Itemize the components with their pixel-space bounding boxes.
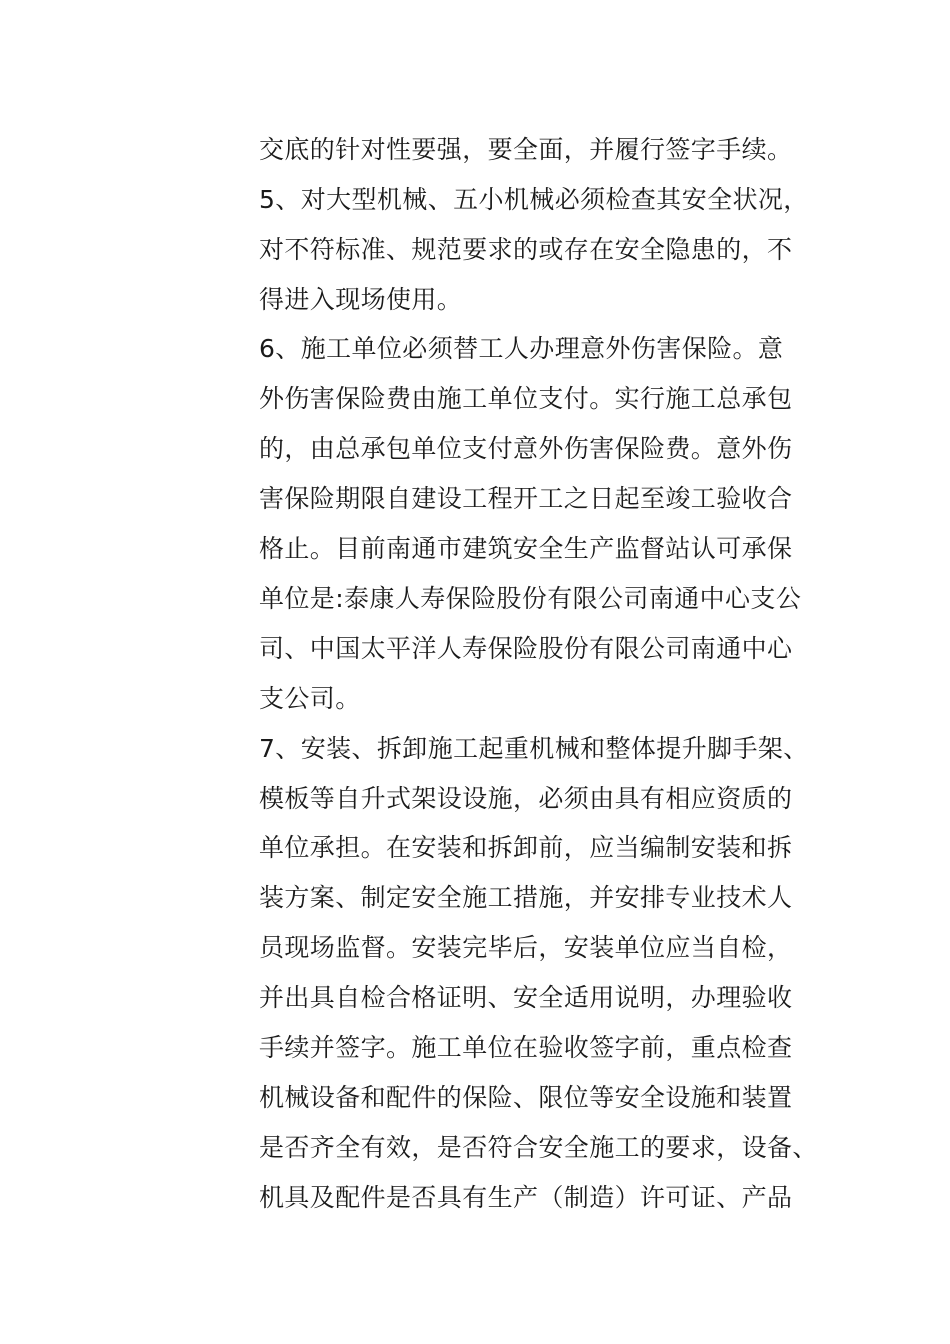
text-line-2: 5、对大型机械、五小机械必须检查其安全状况，	[259, 185, 809, 214]
text-line-10: 单位是:泰康人寿保险股份有限公司南通中心支公	[259, 584, 802, 613]
text-line-7: 的，由总承包单位支付意外伤害保险费。意外伤	[259, 434, 793, 463]
text-line-5: 6、施工单位必须替工人办理意外伤害保险。意	[259, 334, 784, 363]
text-line-1: 交底的针对性要强，要全面，并履行签字手续。	[259, 135, 793, 164]
text-line-4: 得进入现场使用。	[259, 285, 463, 314]
text-line-18: 并出具自检合格证明、安全适用说明，办理验收	[259, 983, 793, 1012]
text-line-16: 装方案、制定安全施工措施，并安排专业技术人	[259, 883, 793, 912]
text-line-12: 支公司。	[259, 684, 361, 713]
text-line-17: 员现场监督。安装完毕后，安装单位应当自检，	[259, 933, 793, 962]
text-line-13: 7、安装、拆卸施工起重机械和整体提升脚手架、	[259, 734, 809, 763]
text-line-6: 外伤害保险费由施工单位支付。实行施工总承包	[259, 384, 793, 413]
text-line-19: 手续并签字。施工单位在验收签字前，重点检查	[259, 1033, 793, 1062]
text-line-11: 司、中国太平洋人寿保险股份有限公司南通中心	[259, 634, 793, 663]
text-line-14: 模板等自升式架设设施，必须由具有相应资质的	[259, 784, 793, 813]
text-line-9: 格止。目前南通市建筑安全生产监督站认可承保	[259, 534, 793, 563]
text-line-15: 单位承担。在安装和拆卸前，应当编制安装和拆	[259, 833, 793, 862]
text-line-20: 机械设备和配件的保险、限位等安全设施和装置	[259, 1083, 793, 1112]
text-line-21: 是否齐全有效，是否符合安全施工的要求，设备、	[259, 1133, 818, 1162]
text-line-3: 对不符标准、规范要求的或存在安全隐患的，不	[259, 235, 793, 264]
text-line-22: 机具及配件是否具有生产（制造）许可证、产品	[259, 1183, 793, 1212]
text-line-8: 害保险期限自建设工程开工之日起至竣工验收合	[259, 484, 793, 513]
